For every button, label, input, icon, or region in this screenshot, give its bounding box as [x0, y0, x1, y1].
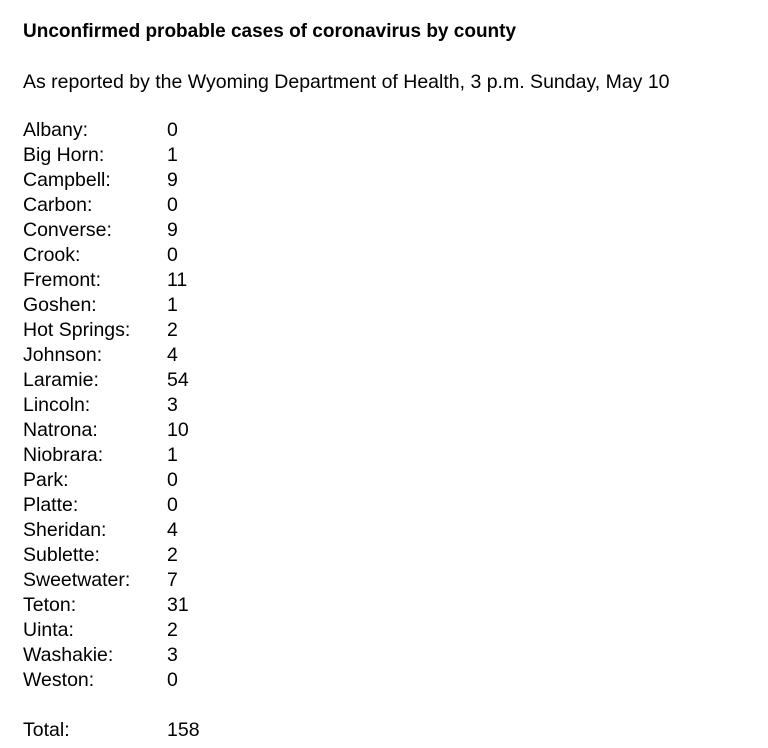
county-name: Hot Springs: — [23, 319, 131, 341]
county-count: 0 — [167, 669, 178, 691]
county-row — [23, 418, 758, 443]
county-name: Big Horn: — [23, 144, 105, 166]
county-count: 4 — [167, 519, 178, 541]
county-count: 1 — [167, 444, 178, 466]
county-row — [23, 543, 758, 568]
report-document — [23, 18, 758, 743]
report-title: Unconfirmed probable cases of coronavirus by county — [23, 21, 517, 42]
county-row — [23, 643, 758, 668]
county-row — [23, 168, 758, 193]
total-label: Total: — [23, 719, 70, 741]
county-name: Campbell: — [23, 169, 111, 191]
county-count: 0 — [167, 469, 178, 491]
county-name: Carbon: — [23, 194, 93, 216]
county-row — [23, 118, 758, 143]
county-count: 9 — [167, 169, 178, 191]
county-name: Crook: — [23, 244, 81, 266]
county-count: 3 — [167, 644, 178, 666]
total-count: 158 — [167, 719, 200, 741]
county-row — [23, 593, 758, 618]
county-count: 2 — [167, 319, 178, 341]
county-row — [23, 193, 758, 218]
county-count: 10 — [167, 419, 189, 441]
county-count: 0 — [167, 194, 178, 216]
county-row — [23, 143, 758, 168]
county-row — [23, 518, 758, 543]
county-name: Sheridan: — [23, 519, 107, 541]
county-count: 2 — [167, 619, 178, 641]
county-name: Teton: — [23, 594, 77, 616]
county-row — [23, 318, 758, 343]
county-count: 1 — [167, 144, 178, 166]
county-name: Natrona: — [23, 419, 98, 441]
report-subtitle: As reported by the Wyoming Department of Health, 3 p.m. Sunday, May 10 — [23, 71, 670, 93]
county-name: Fremont: — [23, 269, 102, 291]
county-count: 9 — [167, 219, 178, 241]
county-count: 7 — [167, 569, 178, 591]
county-count: 3 — [167, 394, 178, 416]
county-row — [23, 493, 758, 518]
county-row — [23, 393, 758, 418]
total-row — [23, 718, 758, 743]
county-row — [23, 568, 758, 593]
county-count: 11 — [167, 269, 188, 291]
county-row — [23, 468, 758, 493]
county-count: 31 — [167, 594, 189, 616]
county-row — [23, 443, 758, 468]
county-name: Albany: — [23, 119, 89, 141]
county-name: Goshen: — [23, 294, 97, 316]
county-row — [23, 618, 758, 643]
county-count: 0 — [167, 494, 178, 516]
county-count: 4 — [167, 344, 178, 366]
county-name: Platte: — [23, 494, 79, 516]
county-name: Park: — [23, 469, 69, 491]
county-name: Converse: — [23, 219, 112, 241]
county-count: 0 — [167, 244, 178, 266]
county-row — [23, 268, 758, 293]
county-count: 54 — [167, 369, 189, 391]
county-case-list — [23, 118, 758, 743]
county-name: Weston: — [23, 669, 95, 691]
county-name: Niobrara: — [23, 444, 104, 466]
county-row — [23, 243, 758, 268]
county-name: Johnson: — [23, 344, 103, 366]
county-count: 0 — [167, 119, 178, 141]
county-row — [23, 368, 758, 393]
county-name: Laramie: — [23, 369, 99, 391]
county-row — [23, 293, 758, 318]
county-row — [23, 218, 758, 243]
county-name: Sweetwater: — [23, 569, 131, 591]
county-row — [23, 343, 758, 368]
county-name: Washakie: — [23, 644, 114, 666]
county-count: 2 — [167, 544, 178, 566]
county-name: Lincoln: — [23, 394, 91, 416]
county-count: 1 — [167, 294, 178, 316]
county-name: Uinta: — [23, 619, 74, 641]
county-row — [23, 668, 758, 693]
county-name: Sublette: — [23, 544, 100, 566]
